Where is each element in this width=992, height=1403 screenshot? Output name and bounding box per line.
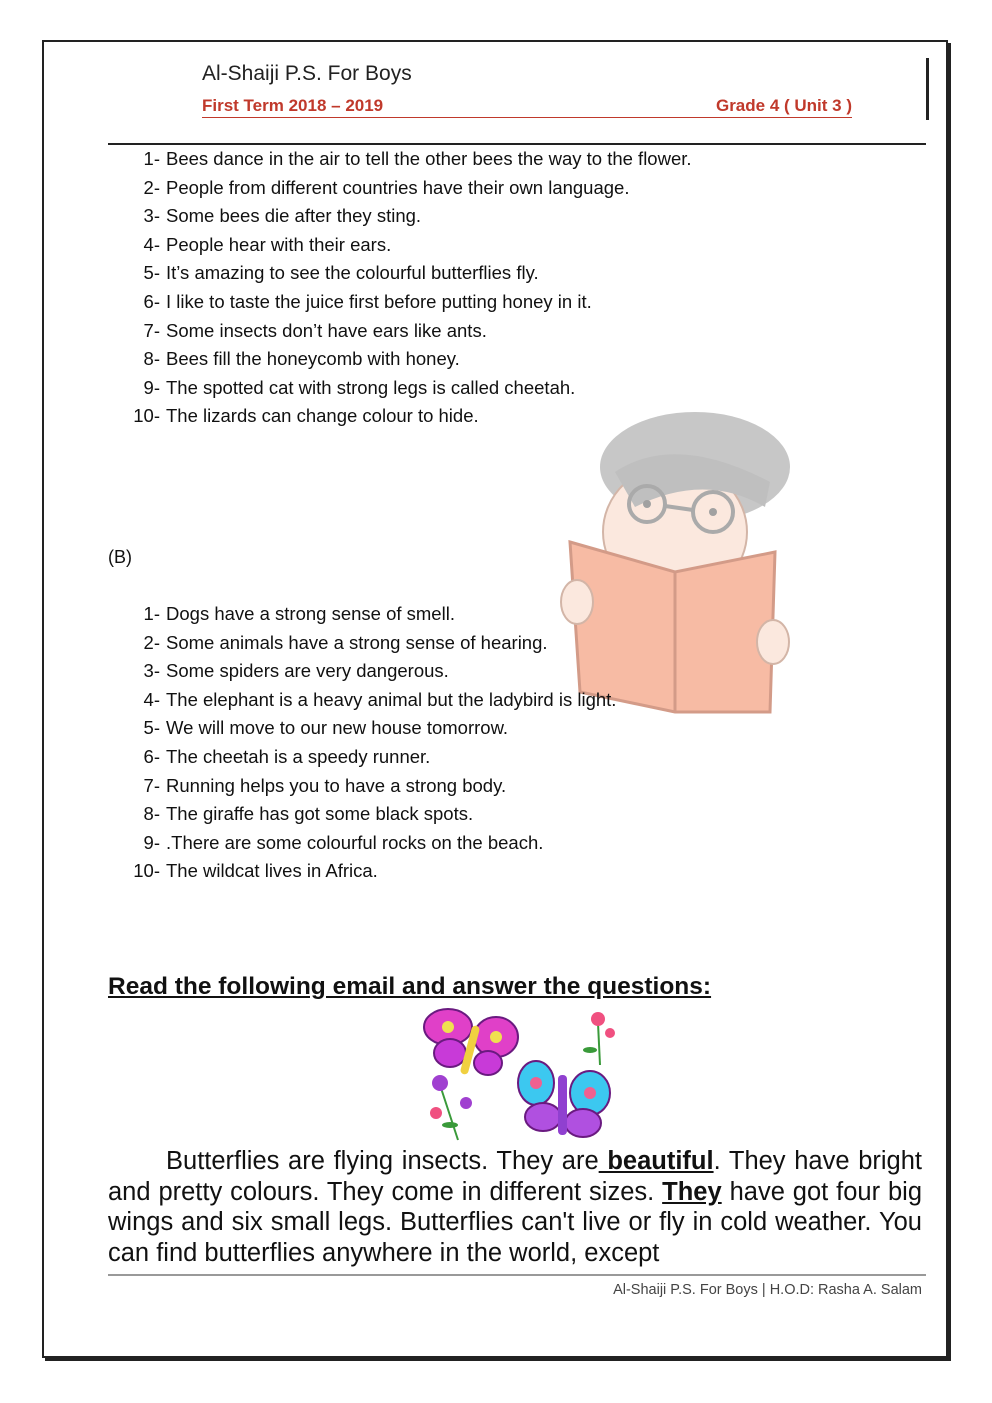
list-item — [116, 629, 616, 658]
item-number: 3- — [143, 205, 160, 227]
item-text: I like to taste the juice first before putting honey in it. — [166, 290, 592, 312]
item-text: The giraffe has got some black spots. — [166, 803, 474, 825]
list-item — [116, 686, 616, 715]
item-number: 9- — [143, 376, 160, 398]
item-number: 4- — [143, 233, 160, 255]
item-text: Running helps you to have a strong body. — [166, 774, 507, 796]
item-text: Bees dance in the air to tell the other bees the way to the flower. — [166, 148, 692, 169]
flower-top-right — [583, 1012, 615, 1065]
item-number: 10- — [133, 860, 160, 882]
item-text: Dogs have a strong sense of smell. — [166, 603, 455, 624]
passage-emphasis-they: They — [662, 1177, 722, 1206]
list-item — [116, 202, 692, 231]
item-number: 4- — [143, 688, 160, 710]
boy-hand-right — [757, 620, 789, 664]
item-number: 10- — [133, 405, 160, 427]
item-text: Some spiders are very dangerous. — [166, 660, 449, 682]
list-item — [116, 857, 616, 886]
item-number: 7- — [143, 774, 160, 796]
item-text: The cheetah is a speedy runner. — [166, 745, 431, 767]
footer-rule — [108, 1274, 926, 1276]
term-label: First Term 2018 – 2019 — [202, 96, 384, 115]
item-number: 3- — [143, 660, 160, 682]
item-number: 6- — [143, 290, 160, 312]
reading-passage — [108, 1146, 922, 1268]
item-number: 1- — [143, 603, 160, 624]
section-b-label: (B) — [108, 547, 132, 567]
item-text: The lizards can change colour to hide. — [166, 405, 479, 427]
item-number: 8- — [143, 803, 160, 825]
item-text: The elephant is a heavy animal but the ladybird is light. — [166, 688, 617, 710]
grade-label: Grade 4 ( Unit 3 ) — [715, 96, 852, 115]
butterfly-cyan — [518, 1061, 610, 1137]
item-text: Bees fill the honeycomb with honey. — [166, 348, 460, 370]
eye-right — [709, 508, 717, 516]
item-text: .There are some colourful rocks on the beach. — [166, 831, 544, 853]
list-item — [116, 714, 616, 743]
eye-left — [643, 500, 651, 508]
item-text: The spotted cat with strong legs is called cheetah. — [166, 376, 576, 398]
passage-text-2: . They have bright and pretty colours. They come in different sizes. — [108, 1147, 922, 1206]
item-number: 7- — [143, 319, 160, 341]
list-item — [116, 288, 692, 317]
passage-text-3: have got four big wings and six small legs. Butterflies can't live or fly in cold weather. You can find butterflies anywhere in the world, except — [108, 1177, 923, 1267]
list-item — [116, 772, 616, 801]
passage-emphasis-beautiful: beautiful — [598, 1147, 714, 1175]
item-text: Some insects don’t have ears like ants. — [166, 319, 487, 341]
passage-text-1: Butterflies are flying insects. They are — [166, 1147, 599, 1175]
item-number: 2- — [143, 631, 160, 653]
item-number: 8- — [143, 348, 160, 370]
list-item — [116, 317, 692, 346]
school-name: Al-Shaiji P.S. For Boys — [202, 62, 412, 85]
flower-bottom-left — [430, 1075, 472, 1140]
list-item — [116, 259, 692, 288]
reading-heading: Read the following email and answer the questions: — [108, 973, 712, 1000]
item-number: 6- — [143, 745, 160, 767]
item-text: People hear with their ears. — [166, 233, 392, 255]
list-item — [116, 231, 692, 260]
butterflies-illustration — [418, 1005, 623, 1145]
item-text: Some animals have a strong sense of hearing. — [166, 631, 548, 653]
item-text: It’s amazing to see the colourful butterflies fly. — [166, 262, 539, 284]
list-item — [116, 600, 616, 629]
term-line — [202, 96, 852, 118]
sentence-list-a — [116, 145, 692, 431]
butterfly-pink — [424, 1009, 518, 1075]
list-item — [116, 345, 692, 374]
item-number: 9- — [143, 831, 160, 853]
item-text: People from different countries have their own language. — [166, 176, 630, 198]
list-item — [116, 743, 616, 772]
item-text: We will move to our new house tomorrow. — [166, 717, 509, 739]
item-number: 2- — [143, 176, 160, 198]
footer-text: Al-Shaiji P.S. For Boys | H.O.D: Rasha A. Salam — [613, 1282, 922, 1298]
list-item — [116, 374, 692, 403]
list-item — [116, 657, 616, 686]
list-item — [116, 829, 616, 858]
list-item — [116, 174, 692, 203]
item-number: 5- — [143, 717, 160, 739]
item-number: 1- — [143, 148, 160, 169]
header-vertical-bar — [926, 58, 929, 120]
item-text: The wildcat lives in Africa. — [166, 860, 378, 882]
list-item — [116, 800, 616, 829]
list-item — [116, 145, 692, 174]
item-text: Some bees die after they sting. — [166, 205, 422, 227]
sentence-list-b — [116, 600, 616, 886]
item-number: 5- — [143, 262, 160, 284]
